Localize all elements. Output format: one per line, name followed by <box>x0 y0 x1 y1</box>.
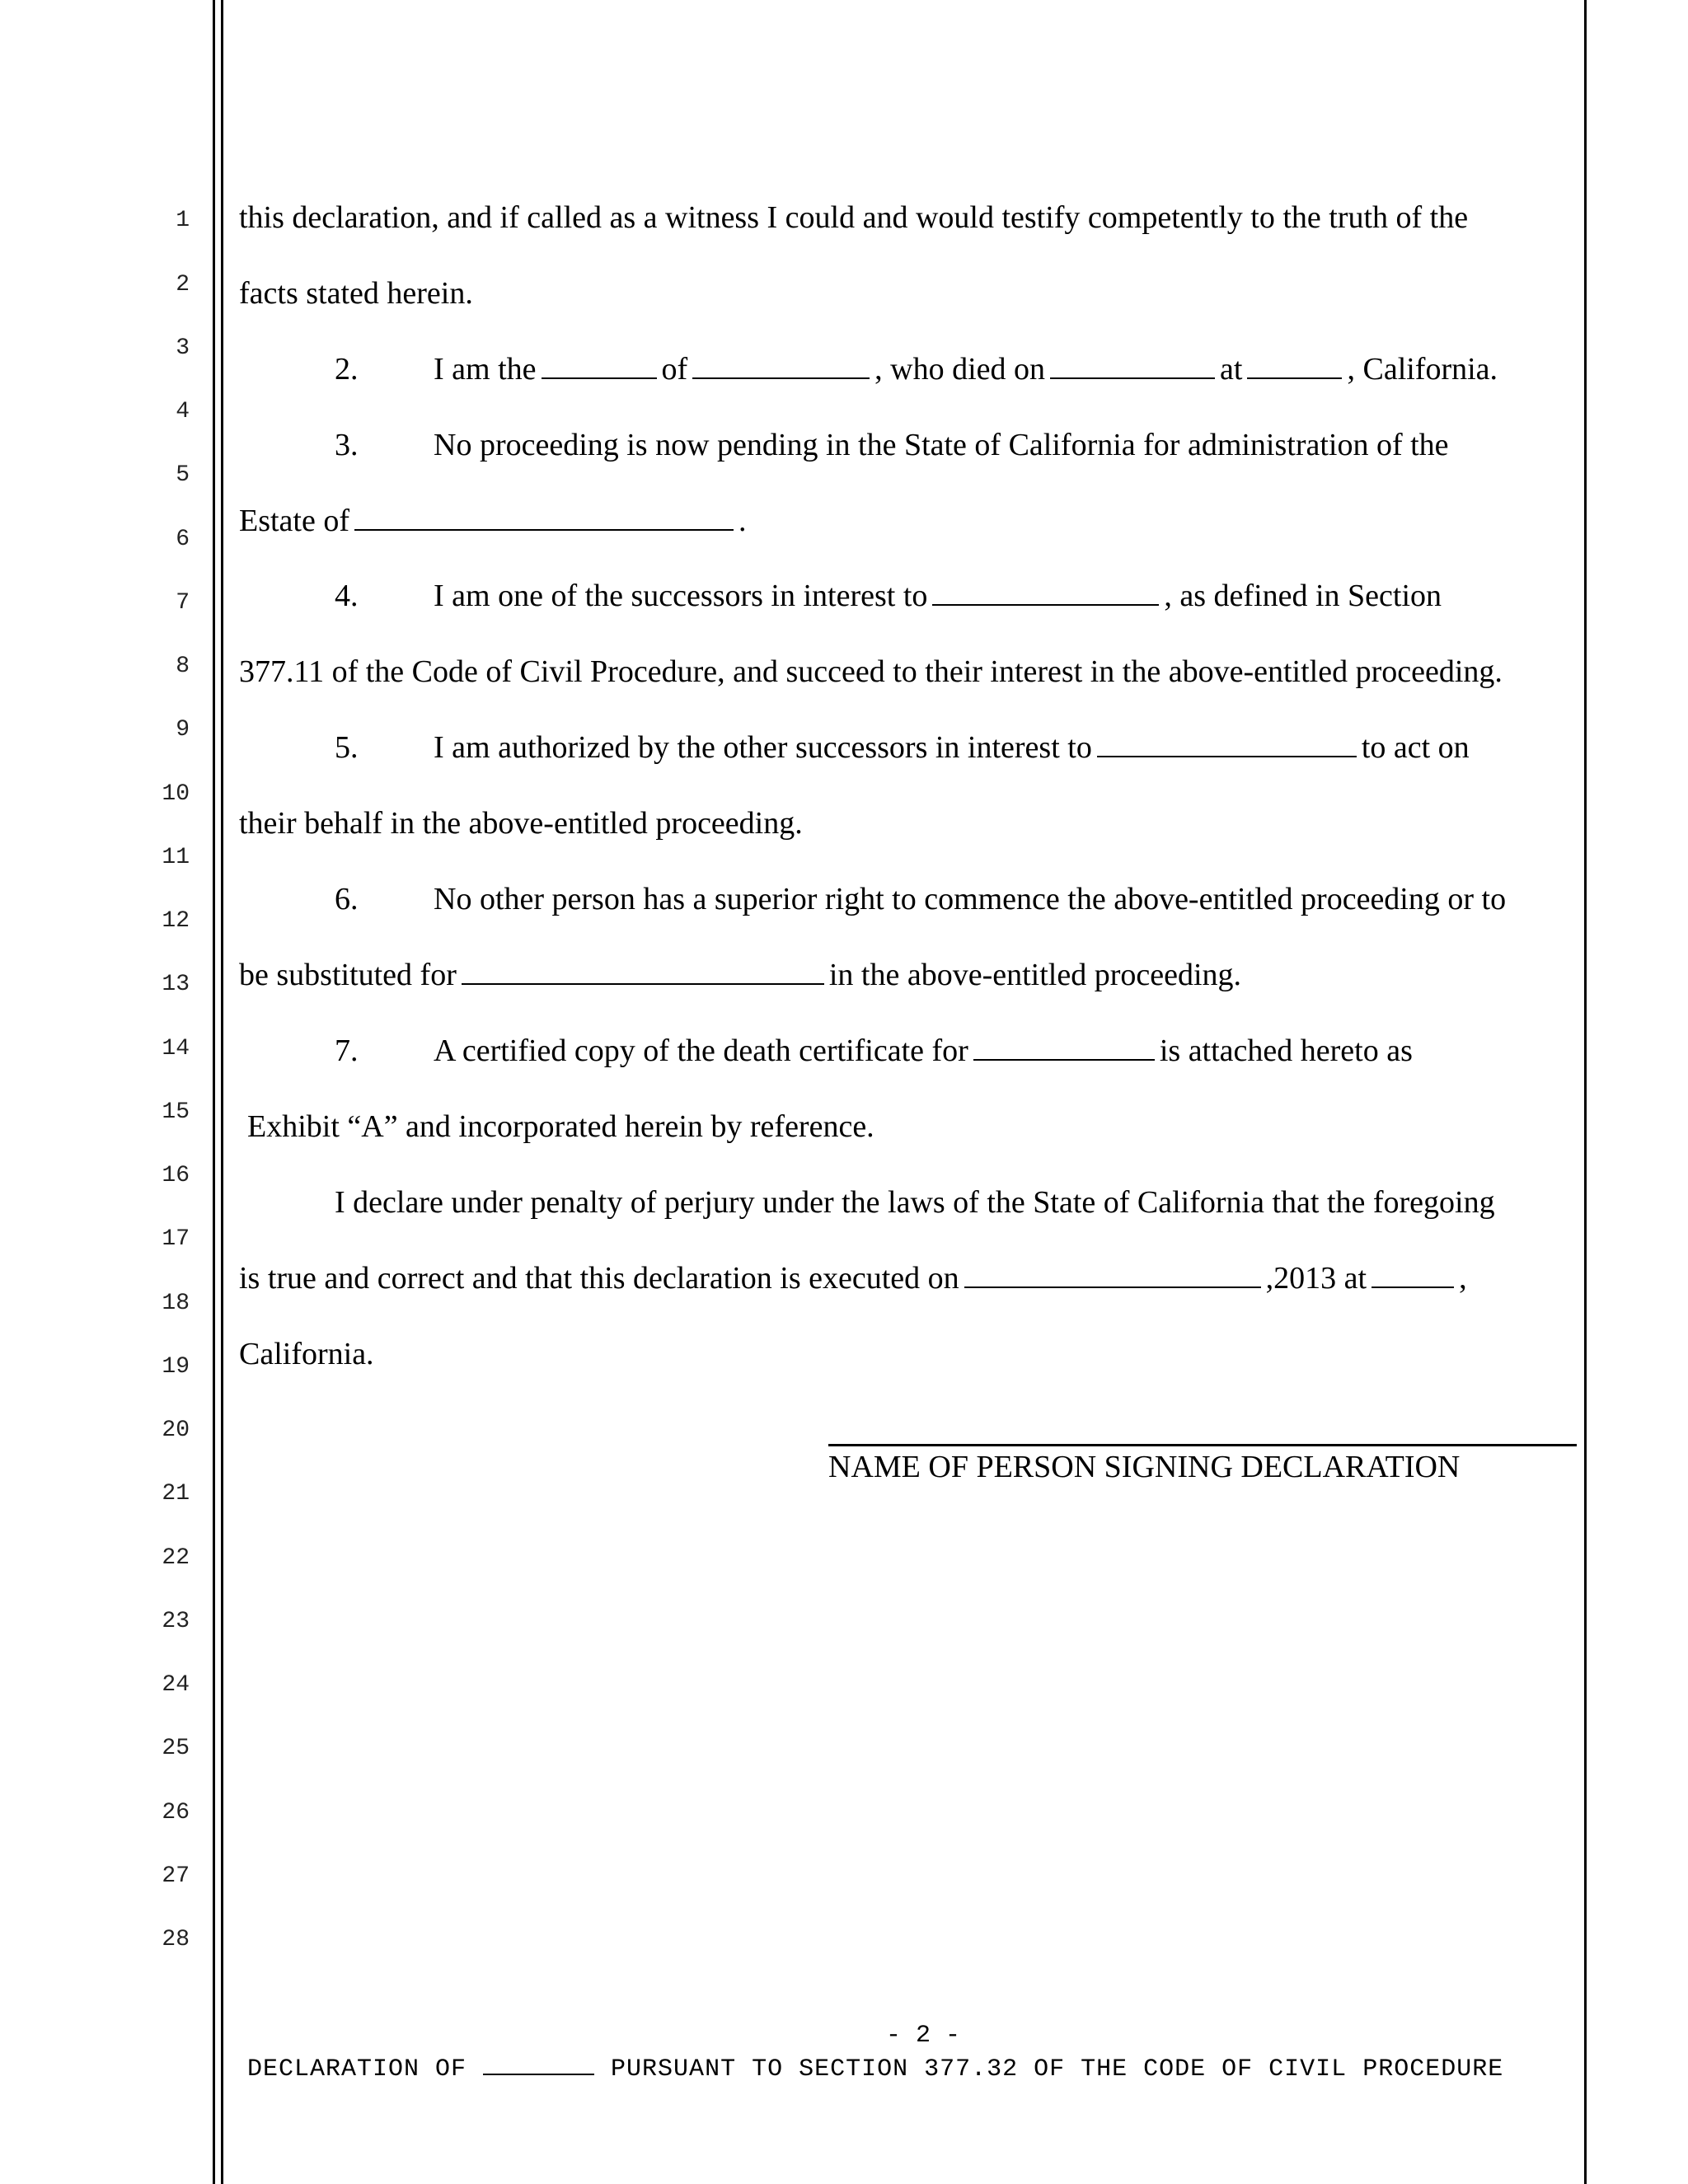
paragraph-8 <box>239 1186 1688 1219</box>
death-certificate-name-blank[interactable] <box>973 1034 1155 1061</box>
line-number: 3 <box>176 335 190 361</box>
line-number: 28 <box>162 1927 190 1952</box>
body-line <box>239 1338 1607 1371</box>
paragraph-text: their behalf in the above-entitled proceeding. <box>239 806 803 841</box>
paragraph-7 <box>239 1034 1688 1067</box>
paragraph-text: . <box>738 504 747 538</box>
left-margin-rule-outer <box>213 0 215 2184</box>
paragraph-text: No other person has a superior right to commence the above-entitled proceeding or to <box>434 882 1507 916</box>
paragraph-text: be substituted for <box>239 958 457 992</box>
paragraph-text: California. <box>239 1337 374 1371</box>
line-number: 8 <box>176 654 190 679</box>
paragraph-text: No proceeding is now pending in the State of California for administration of the <box>434 428 1449 462</box>
paragraph-number: 6. <box>335 882 359 916</box>
line-number: 27 <box>162 1863 190 1889</box>
authorized-person-blank[interactable] <box>1097 731 1357 757</box>
paragraph-text: 377.11 of the Code of Civil Procedure, and succeed to their interest in the above-entitled proceeding. <box>239 654 1503 689</box>
paragraph-number: 5. <box>335 730 359 765</box>
line-number: 16 <box>162 1163 190 1188</box>
paragraph-text: to act on <box>1361 730 1470 765</box>
footer-title-text: DECLARATION OF <box>247 2055 467 2083</box>
line-number: 25 <box>162 1736 190 1761</box>
paragraph-text: I am authorized by the other successors in interest to <box>434 730 1092 765</box>
body-line <box>239 655 1607 688</box>
body-line <box>239 958 1607 991</box>
body-line <box>239 277 1607 310</box>
paragraph-1-line-1: this declaration, and if called as a witness I could and would testify competently to the truth of the <box>239 200 1469 235</box>
footer-title-text: PURSUANT TO SECTION 377.32 OF THE CODE OF CIVIL PROCEDURE <box>611 2055 1504 2083</box>
relationship-blank[interactable] <box>542 353 657 379</box>
line-number: 26 <box>162 1800 190 1825</box>
paragraph-text: Exhibit “A” and incorporated herein by reference. <box>247 1109 874 1144</box>
paragraph-1-line-2: facts stated herein. <box>239 276 473 311</box>
decedent-name-blank[interactable] <box>692 353 870 379</box>
substituted-for-blank[interactable] <box>462 958 824 985</box>
execution-place-blank[interactable] <box>1372 1262 1454 1288</box>
paragraph-number: 7. <box>335 1033 359 1068</box>
paragraph-6 <box>239 883 1688 916</box>
paragraph-text: of <box>661 352 688 387</box>
paragraph-number: 4. <box>335 579 359 613</box>
declarant-name-blank[interactable] <box>483 2054 594 2075</box>
line-number: 10 <box>162 781 190 807</box>
paragraph-text: ,2013 at <box>1265 1261 1367 1296</box>
paragraph-text: A certified copy of the death certificate for <box>434 1033 968 1068</box>
line-number: 19 <box>162 1354 190 1380</box>
estate-name-blank[interactable] <box>354 504 734 531</box>
page-number: - 2 - <box>885 2022 960 2050</box>
right-margin-rule <box>1584 0 1587 2184</box>
left-margin-rule-inner <box>221 0 223 2184</box>
line-number: 5 <box>176 462 190 488</box>
line-number: 15 <box>162 1099 190 1125</box>
line-number: 9 <box>176 717 190 743</box>
paragraph-text: is true and correct and that this declaration is executed on <box>239 1261 959 1296</box>
paragraph-text: , as defined in Section <box>1164 579 1442 613</box>
body-line <box>239 1110 1615 1143</box>
place-of-death-blank[interactable] <box>1247 353 1342 379</box>
paragraph-3 <box>239 429 1688 462</box>
line-number: 11 <box>162 845 190 870</box>
paragraph-2 <box>239 353 1688 386</box>
footer-title <box>247 2054 1582 2084</box>
line-number: 1 <box>176 208 190 233</box>
line-number: 17 <box>162 1226 190 1252</box>
paragraph-text: , <box>1459 1261 1467 1296</box>
line-number: 14 <box>162 1036 190 1062</box>
body-line <box>239 201 1607 234</box>
decedent-name-blank[interactable] <box>932 579 1159 606</box>
line-number: 4 <box>176 399 190 424</box>
paragraph-text: I declare under penalty of perjury under the laws of the State of California that the foregoing <box>335 1185 1495 1220</box>
line-number: 24 <box>162 1672 190 1698</box>
paragraph-text: at <box>1220 352 1243 387</box>
line-number: 23 <box>162 1609 190 1634</box>
paragraph-number: 3. <box>335 428 359 462</box>
line-number: 6 <box>176 527 190 552</box>
body-line <box>239 807 1607 840</box>
line-number: 20 <box>162 1418 190 1443</box>
paragraph-5 <box>239 731 1688 764</box>
paragraph-text: I am one of the successors in interest to <box>434 579 928 613</box>
execution-date-blank[interactable] <box>964 1262 1261 1288</box>
paragraph-text: , California. <box>1347 352 1498 387</box>
paragraph-number: 2. <box>335 352 359 387</box>
line-number: 2 <box>176 272 190 298</box>
body-line <box>239 1262 1607 1295</box>
line-number: 12 <box>162 908 190 934</box>
date-of-death-blank[interactable] <box>1050 353 1215 379</box>
line-number: 18 <box>162 1291 190 1316</box>
signature-label: NAME OF PERSON SIGNING DECLARATION <box>828 1450 1461 1484</box>
line-number: 7 <box>176 590 190 616</box>
paragraph-text: Estate of <box>239 504 350 538</box>
paragraph-text: in the above-entitled proceeding. <box>828 958 1242 992</box>
line-number: 22 <box>162 1545 190 1571</box>
paragraph-text: I am the <box>434 352 537 387</box>
paragraph-text: , who died on <box>874 352 1046 387</box>
paragraph-4 <box>239 579 1688 612</box>
body-line <box>239 504 1607 537</box>
signature-line[interactable] <box>828 1444 1577 1446</box>
line-number: 13 <box>162 972 190 997</box>
paragraph-text: is attached hereto as <box>1159 1033 1413 1068</box>
line-number: 21 <box>162 1481 190 1507</box>
